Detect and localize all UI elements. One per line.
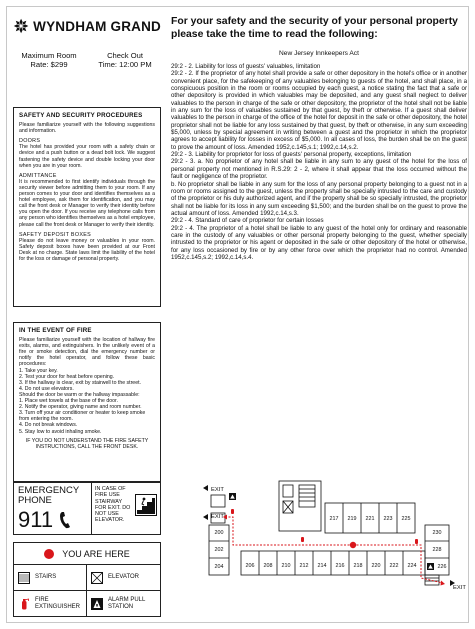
left-column — [13, 15, 161, 610]
emergency-note: IN CASE OF FIRE USE STAIRWAY FOR EXIT. DO NOT USE ELEVATOR. — [95, 486, 131, 524]
room-number: 225 — [401, 516, 411, 522]
room-number: 219 — [347, 516, 357, 522]
notice-headline: For your safety and the security of your personal property please take the time to read the following: — [171, 16, 458, 40]
section-title: 29:2 - 3. Liability for proprietor for loss of guests' personal property, exceptions, limitation — [171, 151, 412, 159]
phone-icon — [59, 511, 73, 529]
room-number: 224 — [407, 563, 417, 569]
safety-notice-page — [6, 6, 469, 623]
exit-label: EXIT — [211, 487, 224, 493]
room-number: 221 — [365, 516, 375, 522]
brand-logo — [13, 15, 161, 37]
emergency-title-1: EMERGENCY — [18, 485, 80, 496]
admittance-title: ADMITTANCE — [19, 172, 57, 179]
fire-step: 2. Test your door for heat before opening. — [19, 373, 115, 380]
elevator-icon — [91, 572, 103, 584]
section-title: 29:2 - 4. Standard of care of proprietor for certain losses — [171, 217, 324, 225]
room-number: 200 — [214, 530, 224, 536]
room-number: 230 — [432, 530, 442, 536]
room-number: 212 — [299, 563, 309, 569]
brand-name: WYNDHAM GRAND — [33, 18, 161, 34]
room-number: 223 — [383, 516, 393, 522]
checkout-label: Check Out — [107, 51, 143, 60]
safety-procedures-box — [13, 107, 161, 307]
legend-extinguisher — [14, 591, 87, 617]
floor-plan-drawing — [203, 465, 473, 593]
deposit-text: Please do not leave money or valuables in your room. Safety deposit boxes have been provided at our Front Desk at no charge. State laws limit the liability of the hotel for the loss or damage of personal property. — [19, 237, 155, 262]
right-column — [171, 15, 467, 261]
section-paragraph: 29:2 - 3. a. No proprietor of any hotel shall be liable in any sum to any guest of the hotel for the loss of personal property not mentioned in R.S.29: 2 - 2, where it shall appear that the loss occurred without the fault or negligence of the proprietor. — [171, 158, 467, 181]
checkout-time: Time: 12:00 PM — [98, 60, 152, 69]
safety-title: SAFETY AND SECURITY PROCEDURES — [19, 112, 143, 119]
extinguisher-label: FIRE EXTINGUISHER — [35, 597, 81, 610]
admittance-text: It is recommended to first identify individuals through the security viewer before admitting them to your room. If any person comes to your door and identifies themselves as a hotel employee, ask them for identification, and you may call the front desk or Manager to verify their identity before you open the door. If you receive any telephone calls from any person who identifies themselves as a hotel employee, please call the front desk or Manager to verify their identity. — [19, 178, 155, 228]
room-number: 216 — [335, 563, 345, 569]
deposit-title: SAFETY DEPOSIT BOXES — [19, 231, 92, 238]
wyndham-logo-icon — [13, 17, 29, 35]
checkout-block — [89, 51, 161, 69]
you-are-here-row — [14, 543, 160, 565]
stair-exit-icon — [135, 494, 157, 516]
section-paragraph: b. No proprietor shall be liable in any sum for the loss of any personal property belonging to a guest not in a room or rooms assigned to the guest, unless the property shall be specially intrusted to the care and custody of the proprietor or his duly authorized agent, and if the property shall be so specially intrusted, the proprietor shall not be liable for its loss in any sum exceeding $1,500; and the burden shall be on the guest to prove the actual amount of loss. Amended 1992,c.14,s.3. — [171, 180, 467, 217]
room-number: 202 — [214, 547, 224, 553]
fire-step: 1. Take your key. — [19, 367, 58, 374]
room-number: 220 — [371, 563, 381, 569]
fire-title: IN THE EVENT OF FIRE — [19, 327, 92, 334]
fire-intro: Please familiarize yourself with the location of hallway fire exits, alarms, and extinguishers. In the unlikely event of a fire or smoke detection, dial the emergency number or notify the hotel operator, and follow these basic procedures: — [19, 337, 155, 368]
emergency-number: 911 — [18, 507, 54, 532]
emergency-note-block — [92, 483, 160, 534]
emergency-box — [13, 482, 161, 535]
alarm-label: ALARM PULL STATION — [108, 597, 146, 610]
section-paragraph: 29:2 - 2. If the proprietor of any hotel shall provide a safe or other depository in the hotel's office or in another convenient place, for the safekeeping of any valuables belonging to guests of the hotel, and shall place, in a conspicuous position in the room or rooms occupied by each guest, a notice stating the fact that a safe or other depository is provided in which valuables may be deposited, and any guest shall neglect to deliver valuables to the person in charge of the safe or other depository, the proprietor of the hotel shall not be liable in any sum for the loss of valuables sustained by that guest, by theft or otherwise. If a guest shall deliver valuables to the person in charge of the office of the hotel for deposit in the safe or other depository, the hotel proprietor shall not be liable for any loss sustained by that guest, by theft or otherwise, in any sum exceeding $5,000, unless by special agreement in writing between a guest and the proprietor in which the proprietor agrees to accept liability for losses in excess of $5,000. In all cases of loss, the burden shall be on the guest to prove the amount of loss. Amended 1952,c.145,s.1; 1992,c.14,s.2. — [171, 70, 467, 151]
fire-step: 1. Place wet towels at the base of the door. — [19, 398, 118, 405]
room-number: 208 — [263, 563, 273, 569]
notice-subhead: New Jersey Innkeepers Act — [279, 50, 359, 57]
room-number: 206 — [245, 563, 255, 569]
section-paragraph: 29:2 - 4. The proprietor of a hotel shall be liable to any guest of the hotel only for ordinary and reasonable care in the custody of any valuables or other personal property belonging to the guest, whether specially intrusted to the proprietor or his agent or deposited in the safe or other depository of the hotel or otherwise, for any loss occasioned by fire or by any other force over which the proprietor had no control. Amended 1952,c.145,s.2; 1992,c.14,s.4. — [171, 224, 467, 261]
legend-stairs — [14, 565, 87, 591]
section-title: 29:2 - 2. Liability for loss of guests' valuables, limitation — [171, 63, 321, 70]
alarm-pull-station-icon — [91, 598, 103, 610]
room-number: 228 — [432, 547, 442, 553]
doors-title: DOORS — [19, 138, 41, 145]
stairs-icon — [18, 572, 30, 584]
room-label: Maximum Room — [21, 51, 77, 60]
room-number: 222 — [389, 563, 399, 569]
room-number: 226 — [437, 564, 447, 570]
map-legend — [13, 542, 161, 617]
safety-intro: Please familiarize yourself with the following suggestions and information. — [19, 122, 155, 135]
fire-steps — [19, 368, 155, 392]
fire-procedures-box — [13, 322, 161, 482]
fire-impassable: Should the door be warm or the hallway impassable: — [19, 391, 140, 398]
room-rate-block — [13, 51, 85, 69]
emergency-phone — [14, 483, 92, 534]
room-number: 210 — [281, 563, 291, 569]
room-number: 204 — [214, 564, 224, 570]
fire-step: 4. Do not break windows. — [19, 422, 78, 429]
emergency-number-row — [18, 507, 87, 533]
room-number: 218 — [353, 563, 363, 569]
you-are-here-icon — [44, 549, 54, 559]
fire-steps-impassable — [19, 398, 155, 435]
fire-step: 4. Do not use elevators. — [19, 385, 74, 392]
stairs-label: STAIRS — [35, 574, 57, 581]
fire-extinguisher-icon — [18, 598, 30, 610]
doors-text: The hotel has provided your room with a safety chain or device and a push button or a dead bolt lock. We suggest fastening the safety device and double locking your door when you are in your room. — [19, 144, 155, 169]
room-info — [13, 51, 161, 69]
room-number: 214 — [317, 563, 327, 569]
exit-label: EXIT — [211, 514, 224, 520]
legend-grid — [14, 565, 160, 617]
room-number: 217 — [329, 516, 339, 522]
fire-step: 2. Notify the operator, giving name and room number. — [19, 404, 142, 411]
fire-step: 3. Turn off your air conditioner or heater to keep smoke from entering the room. — [19, 410, 146, 423]
fire-step: 5. Stay low to avoid inhaling smoke. — [19, 428, 102, 435]
fire-step: 3. If the hallway is clear, exit by stairwell to the street. — [19, 379, 141, 386]
exit-label: EXIT — [453, 585, 466, 591]
room-rate: Rate: $299 — [30, 60, 68, 69]
floor-plan — [203, 465, 473, 593]
elevator-label: ELEVATOR — [108, 574, 140, 581]
emergency-title-2: PHONE — [18, 495, 52, 506]
legend-alarm — [87, 591, 160, 617]
fire-footer: IF YOU DO NOT UNDERSTAND THE FIRE SAFETY INSTRUCTIONS, CALL THE FRONT DESK. — [25, 437, 149, 450]
you-are-here-label: YOU ARE HERE — [62, 548, 130, 559]
innkeepers-act-text — [171, 63, 467, 261]
legend-elevator — [87, 565, 160, 591]
